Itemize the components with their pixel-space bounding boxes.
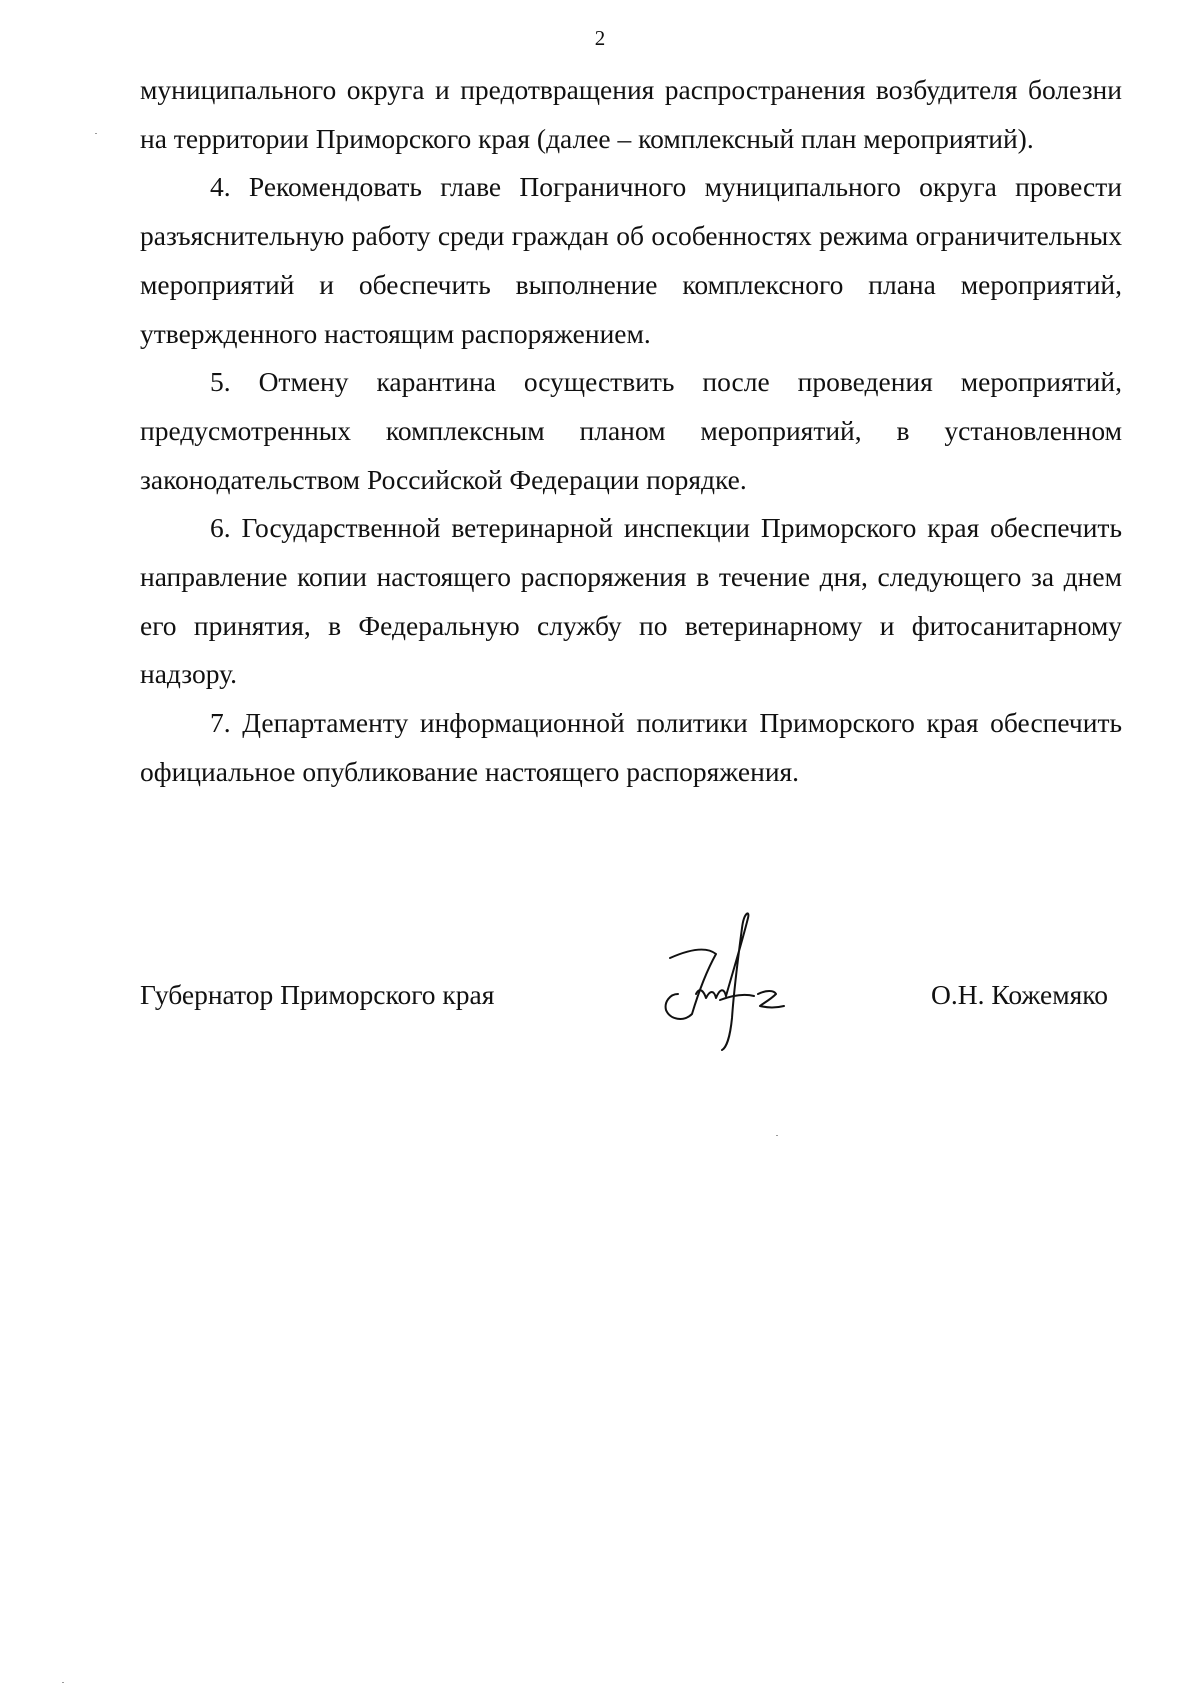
- scan-speck: [62, 1682, 64, 1683]
- paragraph-item-6: 6. Государственной ветеринарной инспекции Приморского края обеспечить направление копии настоящего распоряжения в течение дня, следующего за днем его принятия, в Федеральную службу по ветеринарному и фитосанитарному надзору.: [140, 512, 1122, 690]
- handwritten-signature: [650, 898, 800, 1058]
- page-number: 2: [594, 26, 606, 50]
- scan-speck: [95, 133, 97, 134]
- scan-speck: [776, 1135, 778, 1136]
- paragraph-item-5: 5. Отмену карантина осуществить после проведения мероприятий, предусмотренных комплексным планом мероприятий, в установленном законодательством Российской Федерации порядке.: [140, 366, 1122, 495]
- paragraph-item-4: 4. Рекомендовать главе Пограничного муниципального округа провести разъяснительную работу среди граждан об особенностях режима ограничительных мероприятий и обеспечить выполнение комплексного плана мероприятий, утвержденного настоящим распоряжением.: [140, 171, 1122, 349]
- paragraph-item-7: 7. Департаменту информационной политики Приморского края обеспечить официальное опубликование настоящего распоряжения.: [140, 707, 1122, 787]
- paragraph-continuation: муниципального округа и предотвращения распространения возбудителя болезни на территории Приморского края (далее – комплексный план мероприятий).: [140, 74, 1122, 154]
- signature-block: [140, 958, 1122, 1088]
- document-body: [140, 66, 1122, 797]
- signatory-name: О.Н. Кожемяко: [931, 979, 1108, 1010]
- signatory-title: Губернатор Приморского края: [140, 979, 495, 1010]
